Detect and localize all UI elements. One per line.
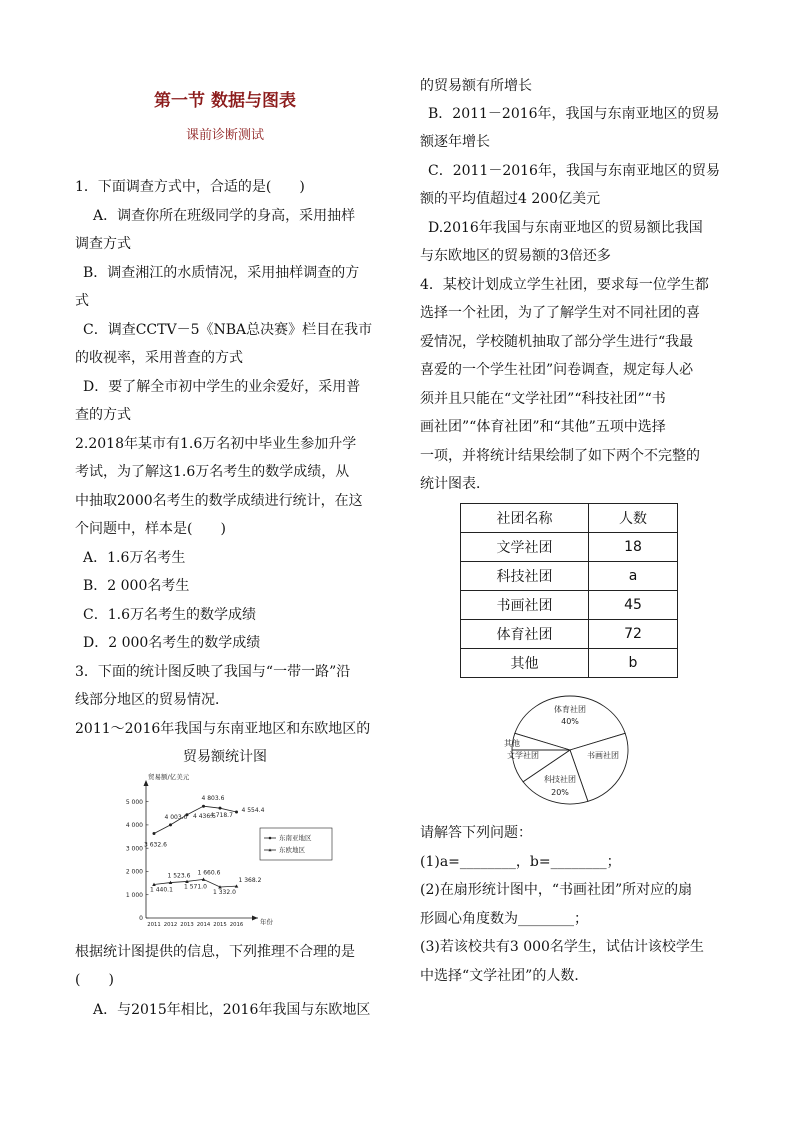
pie-slice-percent: 20% [551, 788, 569, 797]
data-label: 4 554.4 [241, 807, 265, 815]
y-tick-label: 1 000 [125, 891, 143, 899]
q1-option-c-cont: 的收视率，采用普查的方式 [75, 350, 243, 366]
pie-slice-label: 其他 [504, 739, 520, 748]
q3-option-b: B．2011－2016年，我国与东南亚地区的贸易 [428, 106, 720, 122]
q4-stem-5: 须并且只能在“文学社团”“科技社团”“书 [420, 391, 666, 407]
x-tick-label: 2015 [213, 922, 227, 928]
q4-stem-4: 喜爱的一个学生社团”问卷调查，规定每人必 [420, 362, 694, 378]
q4-stem: 4．某校计划成立学生社团，要求每一位学生都 [420, 277, 709, 293]
pie-slice-label: 书画社团 [587, 751, 619, 760]
data-point [153, 832, 156, 835]
y-tick-label: 5 000 [125, 798, 143, 806]
q2-stem-2: 考试，为了解这1.6万名考生的数学成绩，从 [75, 464, 350, 480]
q4-part3-cont: 中选择“文学社团”的人数． [420, 968, 589, 984]
data-label: 4 436.5 [193, 812, 216, 820]
x-tick-label: 2016 [229, 922, 244, 928]
data-label: 4 003.0 [164, 813, 188, 821]
q1-option-b-cont: 式 [75, 293, 89, 309]
x-axis-label: 年份 [260, 918, 273, 926]
q3-option-d: D.2016年我国与东南亚地区的贸易额比我国 [428, 220, 703, 236]
y-tick-label: 0 [139, 915, 143, 923]
table-cell: b [589, 649, 678, 678]
q1-option-a-cont: 调查方式 [75, 236, 131, 252]
table-header-row [461, 504, 678, 533]
y-tick-label: 3 000 [125, 845, 143, 853]
table-row [461, 562, 678, 591]
table-row [461, 533, 678, 562]
q3-option-d-cont: 与东欧地区的贸易额的3倍还多 [420, 248, 611, 264]
q4-prompt: 请解答下列问题： [420, 825, 532, 841]
data-label: 3 632.6 [144, 841, 167, 849]
club-table [460, 503, 678, 678]
q4-stem-6: 画社团”“体育社团”和“其他”五项中选择 [420, 419, 666, 435]
table-header: 人数 [589, 504, 678, 533]
chart-caption: 2011～2016年我国与东南亚地区和东欧地区的 [75, 721, 371, 737]
q3-option-b-cont: 额逐年增长 [420, 134, 490, 150]
q1-option-d: D．要了解全市初中学生的业余爱好，采用普 [83, 379, 361, 395]
x-tick-label: 2012 [163, 922, 178, 928]
page-subtitle: 课前诊断测试 [185, 128, 264, 143]
q4-part2-cont: 形圆心角度数为________； [420, 911, 588, 927]
x-tick-label: 2011 [147, 922, 161, 928]
data-point [169, 823, 172, 826]
club-pie-chart [500, 690, 640, 814]
x-axis-arrow [252, 916, 258, 921]
table-cell: 45 [589, 591, 678, 620]
q3-question: 根据统计图提供的信息，下列推理不合理的是 [75, 944, 355, 960]
table-cell: 科技社团 [461, 562, 589, 591]
table-cell: 72 [589, 620, 678, 649]
table-cell: a [589, 562, 678, 591]
pie-slice-percent: 40% [561, 717, 579, 726]
q2-stem: 2.2018年某市有1.6万名初中毕业生参加升学 [75, 436, 357, 452]
chart-caption-2: 贸易额统计图 [183, 749, 267, 765]
data-label: 4 718.7 [210, 812, 233, 820]
x-tick-label: 2013 [180, 922, 194, 928]
q1-option-b: B．调查湘江的水质情况，采用抽样调查的方 [83, 265, 360, 281]
x-tick-label: 2014 [196, 922, 211, 928]
table-row [461, 591, 678, 620]
data-label: 1 523.6 [167, 872, 191, 880]
legend-marker [269, 837, 272, 840]
pie-slice-label: 科技社团 [544, 775, 576, 784]
table-row [461, 649, 678, 678]
q2-option-c: C．1.6万名考生的数学成绩 [83, 607, 256, 623]
trade-line-chart [110, 772, 340, 932]
data-label: 1 368.2 [238, 877, 262, 885]
q3-option-c-cont: 额的平均值超过4 200亿美元 [420, 191, 601, 207]
q2-stem-4: 个问题中，样本是( ) [75, 521, 226, 537]
table-cell: 书画社团 [461, 591, 589, 620]
q3-option-a: A．与2015年相比，2016年我国与东欧地区 [93, 1002, 371, 1018]
q1-stem: 1．下面调查方式中，合适的是( ) [75, 179, 305, 195]
pie-slice-label: 文学社团 [507, 751, 539, 760]
legend-box [260, 828, 332, 860]
q4-part2: (2)在扇形统计图中，“书画社团”所对应的扇 [420, 882, 693, 898]
y-tick-label: 4 000 [125, 822, 143, 830]
q1-option-c: C．调查CCTV－5《NBA总决赛》栏目在我市 [83, 322, 373, 338]
page-title: 第一节 数据与图表 [154, 91, 296, 111]
data-label: 4 803.6 [201, 795, 225, 803]
q4-part3: (3)若该校共有3 000名学生，试估计该校学生 [420, 939, 704, 955]
data-point [235, 811, 238, 814]
table-cell: 18 [589, 533, 678, 562]
table-cell: 体育社团 [461, 620, 589, 649]
q1-option-d-cont: 查的方式 [75, 407, 131, 423]
table-row [461, 620, 678, 649]
y-tick-label: 2 000 [125, 868, 143, 876]
table-header: 社团名称 [461, 504, 589, 533]
q2-option-d: D．2 000名考生的数学成绩 [83, 635, 261, 651]
data-label: 1 332.0 [213, 889, 236, 897]
legend-label: 东南亚地区 [279, 834, 312, 843]
table-cell: 其他 [461, 649, 589, 678]
data-point [219, 807, 222, 810]
data-label: 1 571.0 [184, 883, 207, 891]
q4-stem-2: 选择一个社团，为了了解学生对不同社团的喜 [420, 305, 700, 321]
data-label: 1 660.6 [197, 869, 221, 877]
data-point [202, 805, 205, 808]
q4-stem-3: 爱情况，学校随机抽取了部分学生进行“我最 [420, 334, 694, 350]
q3-option-c: C．2011－2016年，我国与东南亚地区的贸易 [428, 163, 720, 179]
data-label: 1 440.1 [150, 886, 173, 894]
q3-option-a-cont: 的贸易额有所增长 [420, 78, 532, 94]
q3-stem: 3．下面的统计图反映了我国与“一带一路”沿 [75, 664, 351, 680]
q4-stem-7: 一项，并将统计结果绘制了如下两个不完整的 [420, 448, 700, 464]
table-cell: 文学社团 [461, 533, 589, 562]
y-axis-label: 贸易额/亿美元 [148, 773, 190, 781]
q1-option-a: A．调查你所在班级同学的身高，采用抽样 [93, 208, 356, 224]
legend-label: 东欧地区 [279, 846, 305, 855]
pie-slice-label: 体育社团 [554, 705, 586, 714]
q2-option-a: A．1.6万名考生 [83, 550, 186, 566]
q3-stem-2: 线部分地区的贸易情况． [75, 692, 229, 708]
q4-stem-8: 统计图表． [420, 476, 490, 492]
q2-option-b: B．2 000名考生 [83, 578, 190, 594]
q3-question-paren: ( ) [75, 972, 114, 988]
q2-stem-3: 中抽取2000名考生的数学成绩进行统计，在这 [75, 493, 363, 509]
q4-part1: (1)a=________，b=________； [420, 854, 621, 870]
